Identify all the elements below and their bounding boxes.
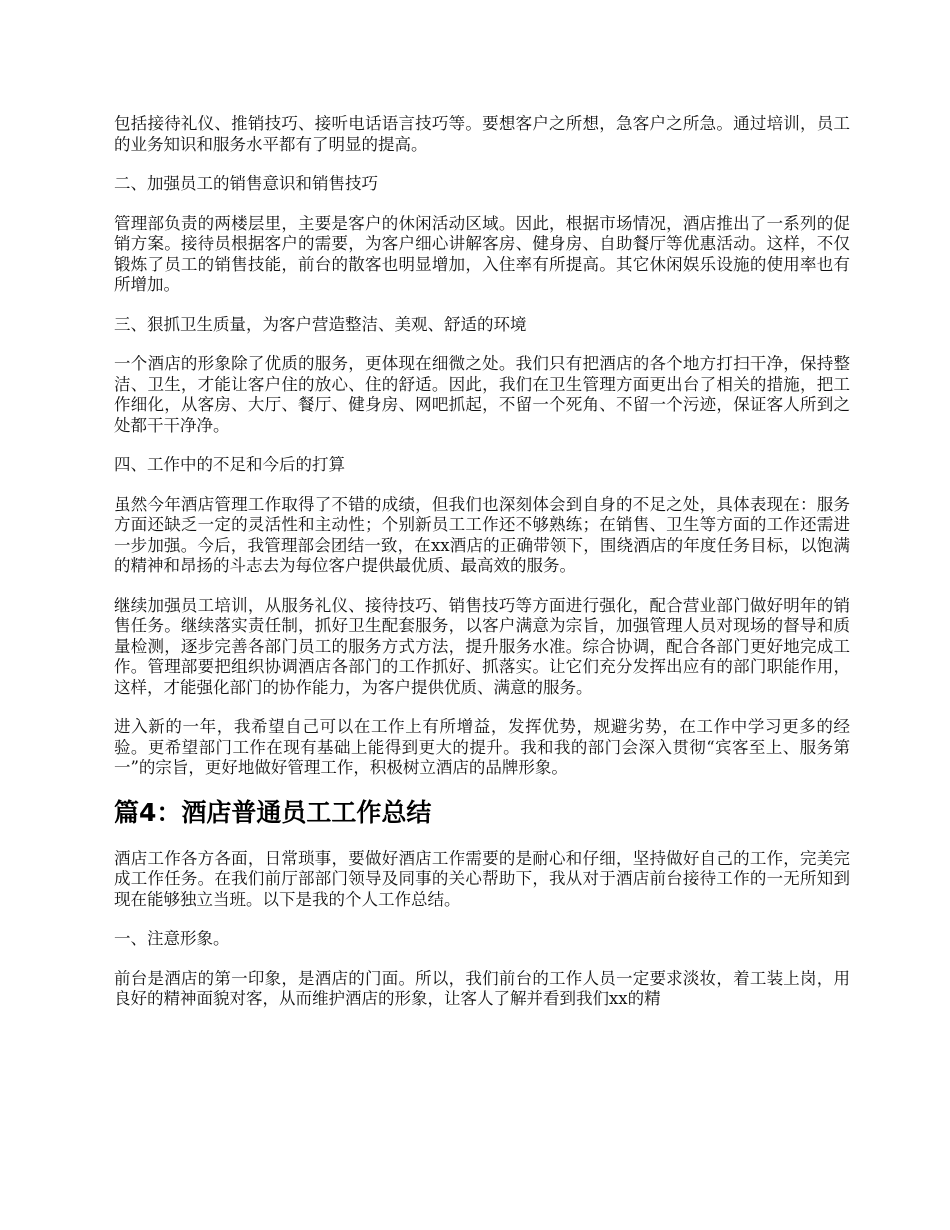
section-heading-part4: 篇4：酒店普通员工工作总结 (114, 797, 432, 827)
paragraph-new-year-hopes: 进入新的一年，我希望自己可以在工作上有所增益，发挥优势，规避劣势，在工作中学习更多的经验。更希望部门工作在现有基础上能得到更大的提升。我和我的部门会深入贯彻“宾客至上、服务第一”的宗旨，更好地做好管理工作，积极树立酒店的品牌形象。 (114, 717, 850, 777)
paragraph-front-desk-image: 前台是酒店的第一印象，是酒店的门面。所以，我们前台的工作人员一定要求淡妆，着工装上岗，用良好的精神面貌对客，从而维护酒店的形象，让客人了解并看到我们xx的精 (114, 968, 850, 1008)
subheading-shortcomings-plans: 四、工作中的不足和今后的打算 (114, 455, 345, 474)
paragraph-hygiene-measures: 一个酒店的形象除了优质的服务，更体现在细微之处。我们只有把酒店的各个地方打扫干净，保持整洁、卫生，才能让客户住的放心、住的舒适。因此，我们在卫生管理方面更出台了相关的措施，把工作细化，从客房、大厅、餐厅、健身房、网吧抓起，不留一个死角、不留一个污迹，保证客人所到之处都干干净净。 (114, 354, 850, 435)
paragraph-next-year-plans: 继续加强员工培训，从服务礼仪、接待技巧、销售技巧等方面进行强化，配合营业部门做好明年的销售任务。继续落实责任制，抓好卫生配套服务，以客户满意为宗旨，加强管理人员对现场的督导和质量检测，逐步完善各部门员工的服务方式方法，提升服务水准。综合协调，配合各部门更好地完成工作。管理部要把组织协调酒店各部门的工作抓好、抓落实。让它们充分发挥出应有的部门职能作用，这样，才能强化部门的协作能力，为客户提供优质、满意的服务。 (114, 595, 850, 697)
document-page (114, 114, 850, 1029)
subheading-sales-awareness: 二、加强员工的销售意识和销售技巧 (114, 174, 378, 193)
paragraph-part4-intro: 酒店工作各方各面，日常琐事，要做好酒店工作需要的是耐心和仔细，坚持做好自己的工作，完美完成工作任务。在我们前厅部部门领导及同事的关心帮助下，我从对于酒店前台接待工作的一无所知到现在能够独立当班。以下是我的个人工作总结。 (114, 848, 850, 909)
subheading-appearance: 一、注意形象。 (114, 929, 230, 948)
subheading-hygiene-quality: 三、狠抓卫生质量，为客户营造整洁、美观、舒适的环境 (114, 314, 527, 334)
paragraph-training-result: 包括接待礼仪、推销技巧、接听电话语言技巧等。要想客户之所想，急客户之所急。通过培训，员工的业务知识和服务水平都有了明显的提高。 (114, 114, 850, 154)
paragraph-sales-promotion: 管理部负责的两楼层里，主要是客户的休闲活动区域。因此，根据市场情况，酒店推出了一系列的促销方案。接待员根据客户的需要，为客户细心讲解客房、健身房、自助餐厅等优惠活动。这样，不仅锻炼了员工的销售技能，前台的散客也明显增加，入住率有所提高。其它休闲娱乐设施的使用率也有所增加。 (114, 213, 850, 294)
paragraph-shortcomings: 虽然今年酒店管理工作取得了不错的成绩，但我们也深刻体会到自身的不足之处，具体表现在：服务方面还缺乏一定的灵活性和主动性；个别新员工工作还不够熟练；在销售、卫生等方面的工作还需进一步加强。今后，我管理部会团结一致，在xx酒店的正确带领下，围绕酒店的年度任务目标，以饱满的精神和昂扬的斗志去为每位客户提供最优质、最高效的服务。 (114, 494, 850, 575)
